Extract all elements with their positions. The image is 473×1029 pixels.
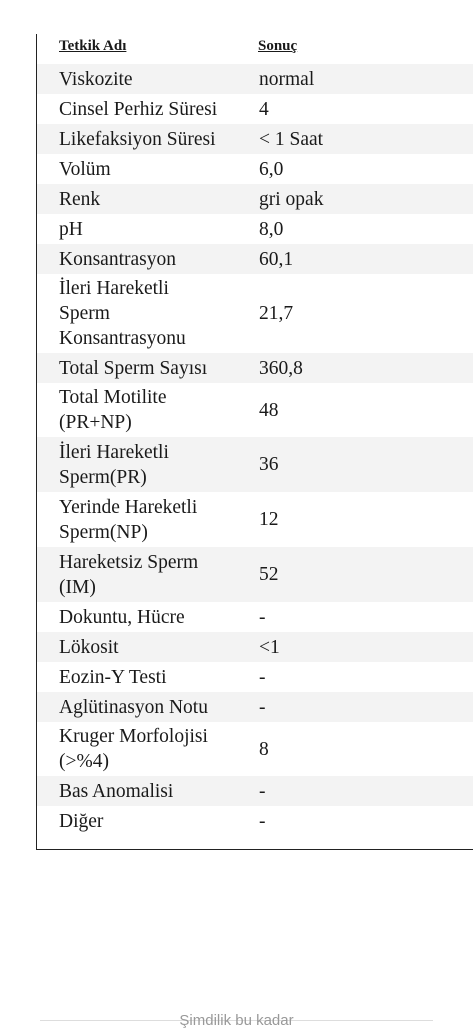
test-result: - [259,810,266,832]
table-row [37,353,473,383]
test-name: Bas Anomalisi [59,780,174,802]
test-name: Eozin-Y Testi [59,666,167,688]
table-row [37,437,473,492]
test-result: 48 [259,399,279,421]
test-result: normal [259,68,315,90]
table-row [37,776,473,806]
test-result: 6,0 [259,158,284,180]
test-name: Dokuntu, Hücre [59,606,185,628]
table-row [37,632,473,662]
test-name: Cinsel Perhiz Süresi [59,98,218,120]
test-result: 4 [259,98,269,120]
test-name: İleri Hareketli Sperm(PR) [59,441,169,488]
results-table [36,34,473,850]
table-row [37,124,473,154]
test-name: Diğer [59,810,104,832]
test-result: - [259,780,266,802]
table-row [37,244,473,274]
test-name: Likefaksiyon Süresi [59,128,216,150]
test-result: 60,1 [259,248,294,270]
table-row [37,154,473,184]
table-row [37,184,473,214]
test-name: Total Motilite (PR+NP) [59,387,167,433]
test-name: Yerinde Hareketli Sperm(NP) [59,496,198,543]
table-row [37,274,473,353]
test-result: 360,8 [259,357,303,379]
test-result: <1 [259,636,280,658]
header-result: Sonuç [258,38,298,54]
table-row [37,214,473,244]
table-row [37,547,473,602]
test-result: 36 [259,454,279,475]
test-result: 52 [259,564,279,585]
test-result: 8,0 [259,218,284,240]
test-name: Lökosit [59,636,119,658]
table-row [37,662,473,692]
test-name: İleri Hareketli Sperm Konsantrasyonu [59,278,186,349]
test-name: Viskozite [59,68,133,90]
table-row [37,722,473,776]
test-name: Konsantrasyon [59,248,176,270]
test-result: 21,7 [259,303,294,324]
table-row [37,383,473,437]
table-row [37,692,473,722]
test-name: pH [59,218,83,240]
test-name: Renk [59,188,101,210]
table-row [37,806,473,836]
test-name: Aglütinasyon Notu [59,696,208,718]
test-result: - [259,696,266,718]
table-row [37,64,473,94]
test-name: Total Sperm Sayısı [59,357,208,379]
test-name: Hareketsiz Sperm (IM) [59,551,199,598]
test-result: 8 [259,738,269,760]
test-result: - [259,666,266,688]
test-name: Volüm [59,158,111,180]
end-of-content-label: Şimdilik bu kadar [179,1012,294,1029]
test-result: 12 [259,509,279,530]
test-name: Kruger Morfolojisi (>%4) [59,726,208,772]
table-row [37,492,473,547]
test-result: - [259,606,266,628]
test-result: < 1 Saat [259,128,324,150]
test-result: gri opak [259,188,324,210]
table-row [37,602,473,632]
table-row [37,94,473,124]
header-test-name: Tetkik Adı [59,38,127,54]
